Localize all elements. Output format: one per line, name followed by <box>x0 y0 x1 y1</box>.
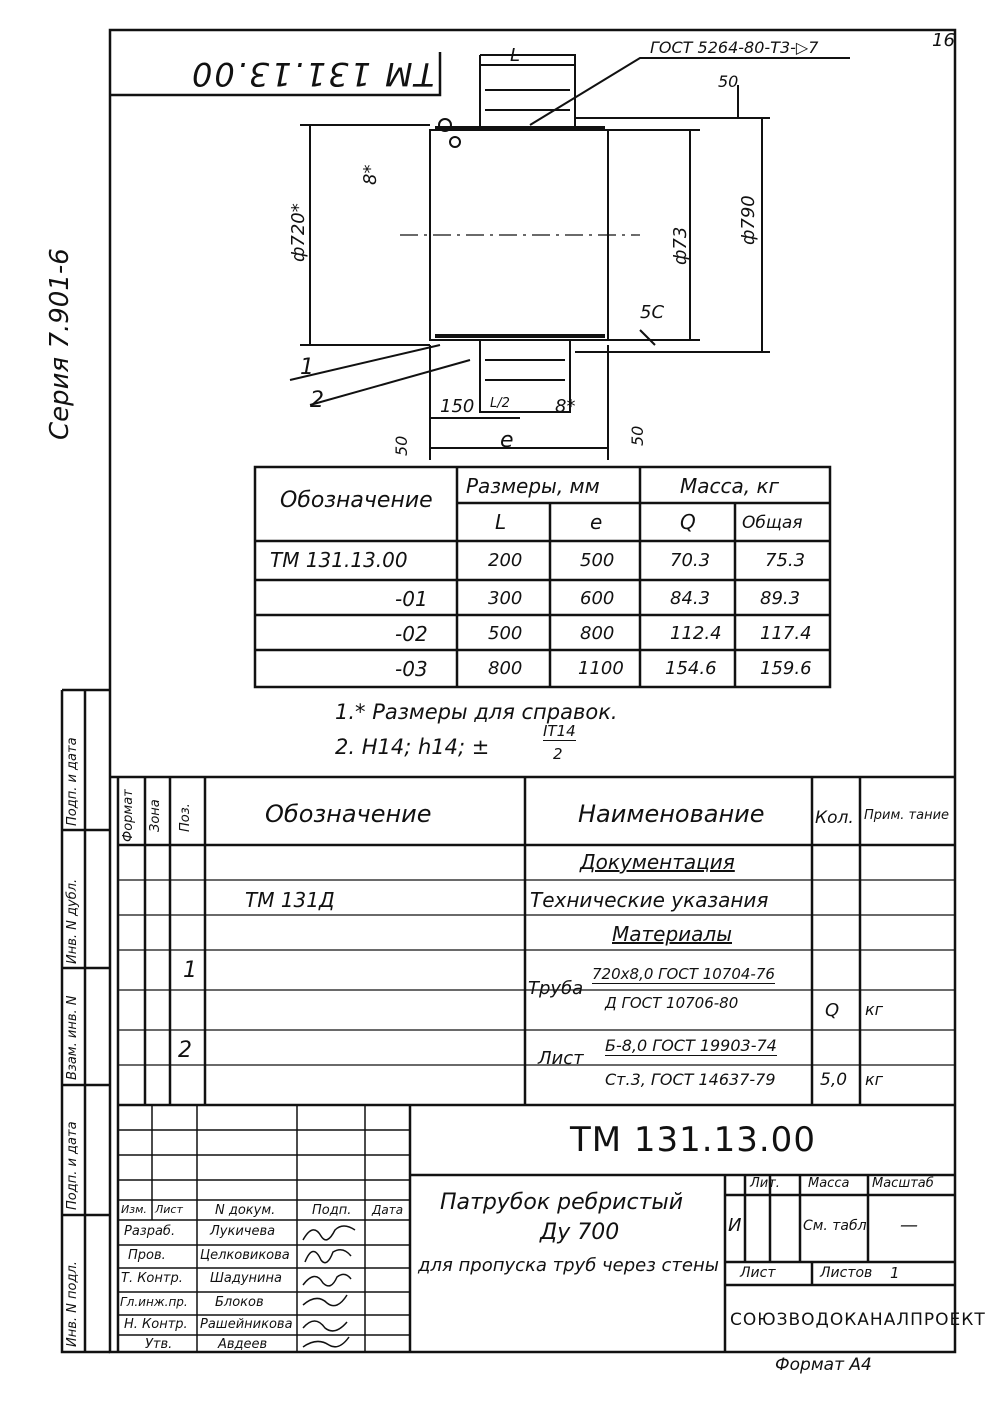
spec-item1-kind: Труба <box>528 978 584 999</box>
note-1: 1.* Размеры для справок. <box>335 700 618 724</box>
spec-item1-line2: Д ГОСТ 10706-80 <box>605 994 739 1012</box>
row-Q: 154.6 <box>665 658 717 679</box>
row-designation: -02 <box>395 622 428 646</box>
tb-name: Авдеев <box>218 1337 268 1352</box>
row-total: 89.3 <box>760 588 801 609</box>
tb-name: Рашейникова <box>200 1317 293 1332</box>
spec-col-format: Формат <box>121 789 136 842</box>
series-label: Серия 7.901-6 <box>45 248 75 440</box>
tb-role: Пров. <box>128 1248 166 1263</box>
tb-name: Лукичева <box>210 1224 276 1239</box>
row-Q: 112.4 <box>670 623 722 644</box>
side-stamp-cell: Взам. инв. N <box>65 995 80 1080</box>
tb-lit-label: Лит. <box>750 1176 780 1191</box>
sheet-number: 16 <box>932 30 955 51</box>
tb-organization: СОЮЗВОДОКАНАЛПРОЕКТ <box>730 1310 986 1330</box>
side-stamp-cell: Подп. и дата <box>65 737 80 826</box>
spec-item2-kind: Лист <box>538 1048 584 1069</box>
note-2: 2. Н14; h14; ± <box>335 735 490 759</box>
spec-item1-qty: Q <box>825 1000 840 1021</box>
size-sub-total: Общая <box>742 513 803 533</box>
dim-e: e <box>500 428 514 453</box>
row-designation: -01 <box>395 587 428 611</box>
tb-mass-label: Масса <box>808 1176 850 1191</box>
tb-sheet-label: Лист <box>740 1265 776 1281</box>
rotated-doc-code: ТМ 131.13.00 <box>190 55 435 93</box>
row-e: 600 <box>580 588 615 609</box>
dim-8-star-bottom: 8* <box>555 396 576 417</box>
dim-L-top: L <box>510 45 521 66</box>
size-col-sizes: Размеры, мм <box>466 474 600 498</box>
size-sub-e: e <box>590 510 603 534</box>
size-col-mass: Масса, кг <box>680 474 780 498</box>
spec-col-designation: Обозначение <box>265 800 432 828</box>
side-stamp-cell: Инв. N подл. <box>65 1261 80 1347</box>
tb-role: Т. Контр. <box>121 1271 183 1286</box>
tb-sheets-label: Листов <box>820 1265 873 1281</box>
tb-mass-value: См. табл. <box>803 1218 872 1234</box>
spec-item1-unit: кг <box>865 1000 884 1019</box>
size-col-designation: Обозначение <box>280 488 433 513</box>
dim-d720: ф720* <box>288 203 309 262</box>
row-e: 1100 <box>578 658 624 679</box>
row-total: 159.6 <box>760 658 812 679</box>
row-e: 800 <box>580 623 615 644</box>
tb-name: Блоков <box>215 1295 264 1310</box>
spec-col-qty: Кол. <box>815 808 854 828</box>
mark-5c: 5С <box>640 302 665 323</box>
row-L: 800 <box>488 658 523 679</box>
spec-item1-line1: 720х8,0 ГОСТ 10704-76 <box>592 965 775 983</box>
row-Q: 70.3 <box>670 550 711 571</box>
spec-section-docs: Документация <box>580 850 735 874</box>
row-designation: -03 <box>395 657 428 681</box>
spec-col-zone: Зона <box>148 799 163 832</box>
size-sub-Q: Q <box>680 510 696 534</box>
row-total: 75.3 <box>765 550 806 571</box>
row-designation: ТМ 131.13.00 <box>270 548 408 572</box>
spec-section-materials: Материалы <box>612 922 732 946</box>
position-1: 1 <box>300 355 314 380</box>
weld-note: ГОСТ 5264-80-Т3-▷7 <box>650 38 819 57</box>
tb-role: Н. Контр. <box>124 1317 188 1332</box>
spec-item1-pos: 1 <box>183 958 197 983</box>
tb-sheets-value: 1 <box>890 1264 900 1282</box>
side-stamp-cell: Инв. N дубл. <box>65 878 80 964</box>
spec-doc-designation: ТМ 131Д <box>245 888 335 912</box>
tb-hdr-list: Лист <box>155 1203 183 1216</box>
size-sub-L: L <box>495 510 507 534</box>
spec-item2-line2: Ст.3, ГОСТ 14637-79 <box>605 1070 776 1089</box>
dim-8-star: 8* <box>360 164 381 185</box>
title-line-1: Патрубок ребристый <box>440 1190 684 1215</box>
dim-d73: ф73 <box>670 226 691 265</box>
note-2-fraction-den: 2 <box>553 745 563 763</box>
tb-hdr-ndoc: N докум. <box>215 1203 276 1218</box>
dim-150: 150 <box>440 396 475 417</box>
spec-item2-pos: 2 <box>178 1038 192 1063</box>
spec-col-note: Прим. тание <box>864 808 950 823</box>
mark-50-left: 50 <box>392 435 411 456</box>
position-2: 2 <box>310 388 324 413</box>
row-Q: 84.3 <box>670 588 711 609</box>
tb-lit-value: И <box>728 1215 742 1236</box>
row-e: 500 <box>580 550 615 571</box>
tb-role: Гл.инж.пр. <box>120 1295 188 1309</box>
footer-format: Формат А4 <box>775 1355 872 1375</box>
title-line-2: Ду 700 <box>540 1220 620 1245</box>
dim-d790: ф790 <box>738 195 759 245</box>
note-2-fraction-num: IT14 <box>543 722 576 740</box>
tb-role: Разраб. <box>124 1224 176 1239</box>
row-L: 200 <box>488 550 523 571</box>
row-L: 300 <box>488 588 523 609</box>
tb-scale-label: Масштаб <box>872 1176 934 1191</box>
spec-doc-name: Технические указания <box>530 888 769 912</box>
row-L: 500 <box>488 623 523 644</box>
spec-col-pos: Поз. <box>178 803 193 832</box>
tb-name: Целковикова <box>200 1248 290 1263</box>
spec-col-name: Наименование <box>578 800 765 828</box>
spec-item2-unit: кг <box>865 1070 884 1089</box>
tb-name: Шадунина <box>210 1271 282 1286</box>
spec-item2-qty: 5,0 <box>820 1070 848 1090</box>
row-total: 117.4 <box>760 623 812 644</box>
tb-hdr-izm: Изм. <box>121 1203 147 1216</box>
mark-50-right: 50 <box>628 425 647 446</box>
tb-hdr-podp: Подп. <box>312 1203 352 1218</box>
tb-hdr-data: Дата <box>372 1203 404 1217</box>
spec-item2-line1: Б-8,0 ГОСТ 19903-74 <box>605 1036 777 1055</box>
tb-role: Утв. <box>145 1337 173 1352</box>
title-block-code: ТМ 131.13.00 <box>570 1120 816 1160</box>
mark-50-top: 50 <box>718 72 739 91</box>
title-line-3: для пропуска труб через стены <box>418 1255 719 1276</box>
dim-l-half: L/2 <box>490 396 510 411</box>
tb-scale-value: — <box>900 1215 918 1236</box>
side-stamp-cell: Подп. и дата <box>65 1121 80 1210</box>
